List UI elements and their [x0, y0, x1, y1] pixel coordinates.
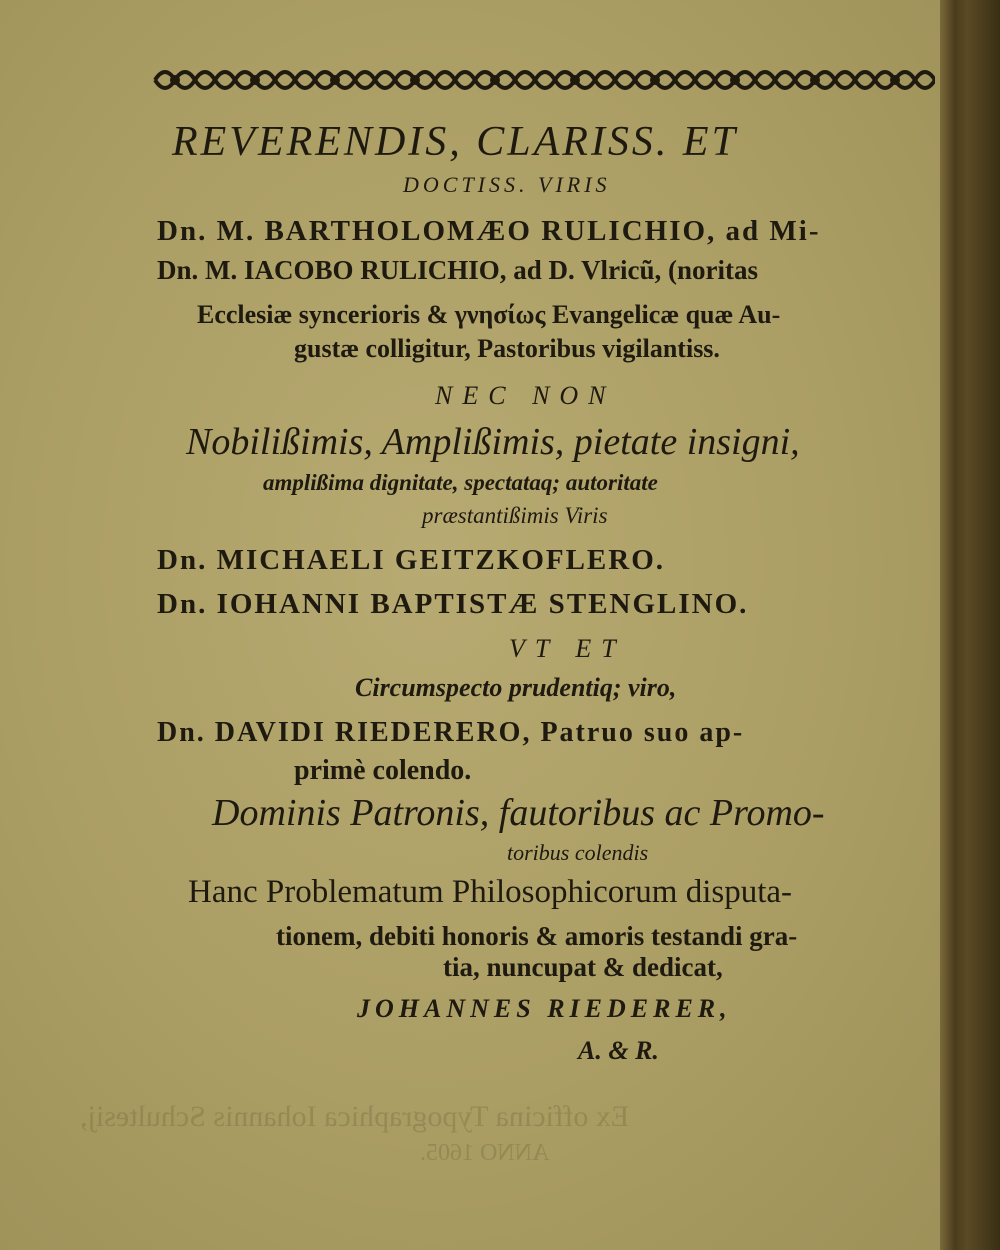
dominis-patronis-line: Dominis Patronis, fautoribus ac Promo- [212, 792, 825, 834]
problematum-line: Hanc Problematum Philosophicorum disputa- [188, 874, 793, 910]
show-through-line-2: ANNO 1605. [420, 1140, 550, 1166]
colendo-line: primè colendo. [294, 755, 472, 786]
nuncupat-line: tia, nuncupat & dedicat, [443, 952, 723, 982]
dedicatee-riederero: Dn. DAVIDI RIEDERERO, Patruo suo ap- [157, 717, 745, 748]
circumspecto-line: Circumspecto prudentiq; viro, [355, 673, 677, 702]
tionem-line: tionem, debiti honoris & amoris testandi gra- [276, 921, 798, 951]
dedicatee-stenglino: Dn. IOHANNI BAPTISTÆ STENGLINO. [157, 588, 749, 620]
author-initials: A. & R. [578, 1036, 659, 1065]
nobilissimis-line: Nobilißimis, Amplißimis, pietate insigni, [186, 421, 800, 463]
praestantissimis-line: præstantißimis Viris [422, 503, 608, 528]
nec-non-heading: NEC NON [435, 381, 616, 410]
toribus-colendis-line: toribus colendis [507, 840, 649, 865]
heading-doctiss-viris: DOCTISS. VIRIS [403, 172, 611, 197]
amplissima-line: amplißima dignitate, spectataq; autoritate [263, 470, 658, 495]
ut-et-heading: VT ET [509, 634, 626, 663]
dedicatee-bartholomaeo-rulichio: Dn. M. BARTHOLOMÆO RULICHIO, ad Mi- [157, 215, 821, 247]
dedicatee-iacobo-rulichio: Dn. M. IACOBO RULICHIO, ad D. Vlricũ, (noritas [157, 255, 759, 285]
show-through-line-1: Ex officina Typographica Iohannis Schultesij, [80, 1100, 630, 1133]
book-gutter [940, 0, 1000, 1250]
pastoribus-line: gustæ colligitur, Pastoribus vigilantiss. [294, 334, 720, 363]
ecclesia-line: Ecclesiæ syncerioris & γνησίως Evangelicæ quæ Au- [197, 300, 781, 329]
ornamental-border [150, 60, 935, 100]
dedicatee-geitzkoflero: Dn. MICHAELI GEITZKOFLERO. [157, 544, 666, 576]
heading-reverendis: REVERENDIS, CLARISS. ET [172, 119, 738, 165]
author-name: JOHANNES RIEDERER, [357, 994, 732, 1023]
